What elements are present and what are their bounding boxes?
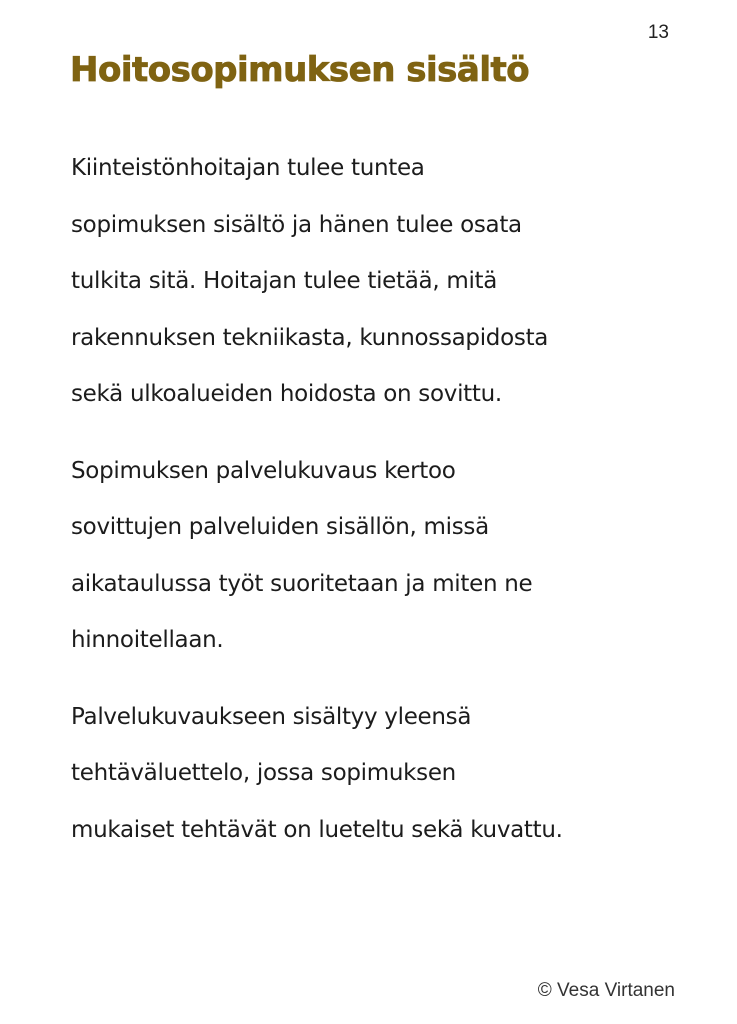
paragraph-line: sovittujen palveluiden sisällön, missä: [71, 514, 489, 540]
paragraph-line: aikataulussa työt suoritetaan ja miten ne: [71, 570, 533, 597]
body-text: [71, 140, 691, 858]
paragraph-3: [71, 689, 691, 859]
page-number: 13: [647, 22, 669, 43]
paragraph-line: sopimuksen sisältö ja hänen tulee osata: [71, 211, 522, 238]
paragraph-1: [71, 140, 691, 423]
paragraph-line: Sopimuksen palvelukuvaus kertoo: [71, 457, 456, 484]
paragraph-line: mukaiset tehtävät on lueteltu sekä kuvattu.: [71, 816, 563, 843]
paragraph-line: sekä ulkoalueiden hoidosta on sovittu.: [71, 381, 502, 407]
paragraph-2: [71, 443, 691, 669]
paragraph-line: rakennuksen tekniikasta, kunnossapidosta: [71, 324, 549, 351]
paragraph-line: Kiinteistönhoitajan tulee tuntea: [71, 155, 425, 181]
paragraph-line: tulkita sitä. Hoitajan tulee tietää, mitä: [71, 268, 498, 294]
page-title: Hoitosopimuksen sisältö: [70, 50, 530, 90]
paragraph-line: tehtäväluettelo, jossa sopimuksen: [71, 760, 456, 786]
copyright-credit: © Vesa Virtanen: [537, 980, 675, 1001]
paragraph-line: hinnoitellaan.: [71, 627, 224, 653]
paragraph-line: Palvelukuvaukseen sisältyy yleensä: [71, 703, 472, 730]
